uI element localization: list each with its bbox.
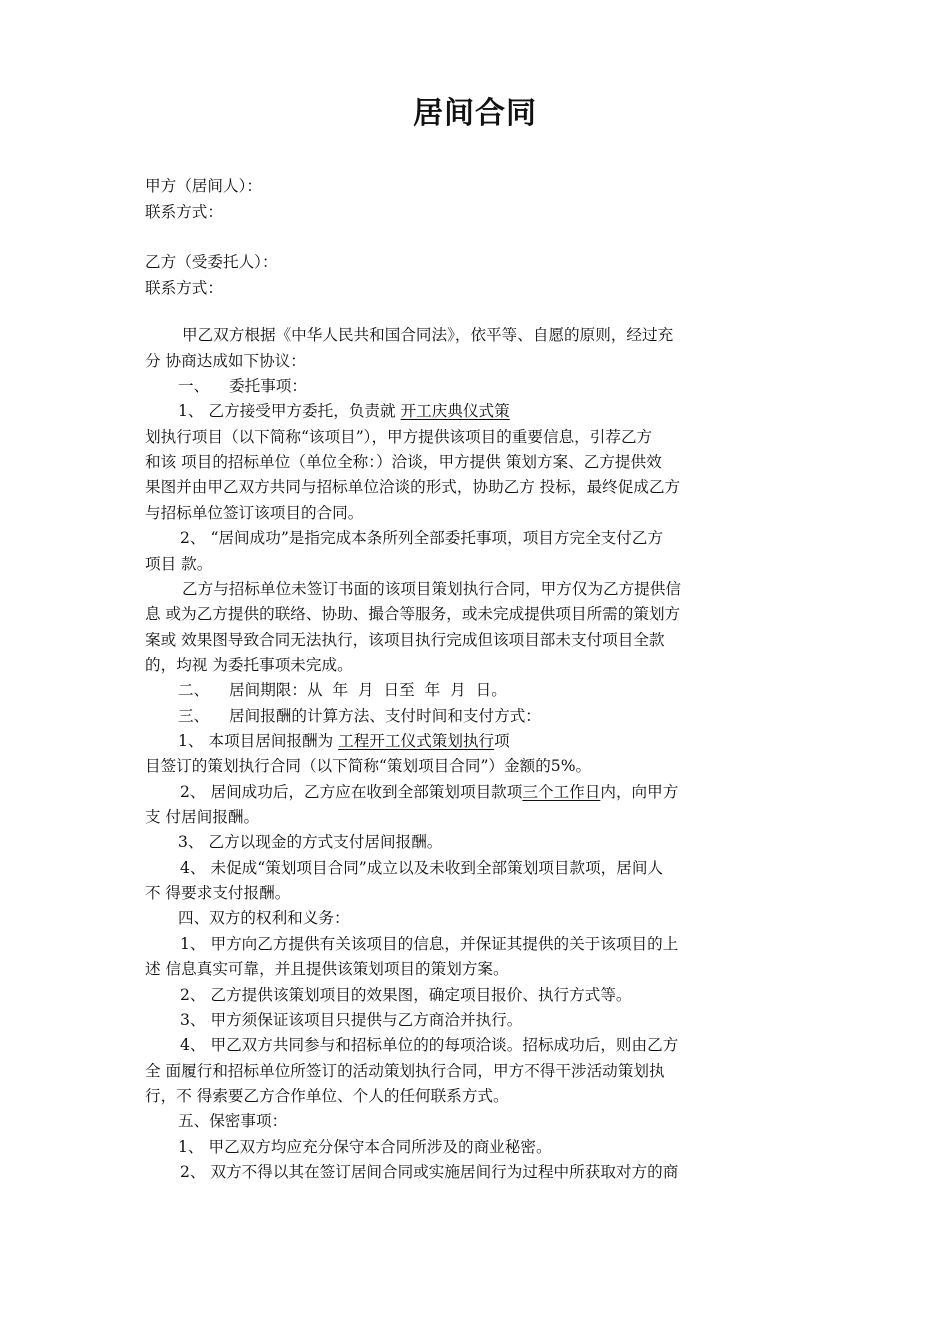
- party-a-contact: 联系方式：: [145, 203, 223, 221]
- body-line: [178, 1108, 287, 1134]
- body-line: [180, 1032, 678, 1058]
- body-line: [180, 779, 678, 805]
- body-line: [180, 982, 632, 1008]
- line-text: 4、 甲乙双方共同参与和招标单位的的每项洽谈。招标成功后，则由乙方: [180, 1036, 679, 1054]
- line-text: 五、保密事项：: [178, 1112, 288, 1130]
- line-text: 项目 款。: [145, 555, 213, 573]
- line-text: 案或 效果图导致合同无法执行，该项目执行完成但该项目部未支付项目全款: [145, 631, 665, 649]
- line-text: 分 协商达成如下协议：: [145, 352, 306, 370]
- line-text: 和该 项目的招标单位（单位全称：）洽谈，甲方提供 策划方案、乙方提供效: [145, 453, 662, 471]
- body-line: [145, 956, 509, 982]
- line-text: 2、 居间成功后，乙方应在收到全部策划项目款项: [180, 783, 523, 801]
- line-text: 果图并由甲乙双方共同与招标单位洽谈的形式，协助乙方 投标，最终促成乙方: [145, 478, 681, 496]
- line-text: 1、 甲乙双方均应充分保守本合同所涉及的商业秘密。: [178, 1138, 552, 1156]
- body-line: [178, 703, 541, 729]
- line-text: 划执行项目（以下简称“该项目”），甲方提供该项目的重要信息，引荐乙方: [145, 428, 653, 446]
- body-line: [145, 880, 290, 906]
- body-line: [182, 576, 681, 602]
- underlined-fill-in: 开工庆典仪式策: [400, 402, 510, 420]
- body-line: [145, 601, 680, 627]
- body-line: [178, 677, 507, 703]
- line-text: 3、 甲方须保证该项目只提供与乙方商洽并执行。: [180, 1011, 523, 1029]
- line-text: 1、 本项目居间报酬为: [178, 732, 339, 750]
- line-text: 目签订的策划执行合同（以下简称“策划项目合同”）金额的5%。: [145, 757, 592, 775]
- body-line: [145, 500, 363, 526]
- body-line: [180, 1007, 522, 1033]
- body-line: [145, 753, 591, 779]
- body-line: [145, 348, 306, 374]
- line-text: 全 面履行和招标单位所签订的活动策划执行合同，甲方不得干涉活动策划执: [145, 1062, 665, 1080]
- line-text: 1、 甲方向乙方提供有关该项目的信息，并保证其提供的关于该项目的上: [180, 935, 679, 953]
- body-line: [178, 728, 510, 754]
- line-text: 的，均视 为委托事项未完成。: [145, 656, 353, 674]
- body-line: [180, 1159, 678, 1185]
- body-line: [178, 398, 510, 424]
- line-text: 二、 居间期限：从 年 月 日至 年 月 日。: [178, 681, 507, 699]
- underlined-fill-in: 工程开工仪式策划执行: [338, 732, 495, 750]
- body-line: [145, 551, 212, 577]
- line-text: 息 或为乙方提供的联络、协助、撮合等服务，或未完成提供项目所需的策划方: [145, 605, 681, 623]
- body-line: [178, 829, 442, 855]
- body-line: [180, 855, 663, 881]
- line-text: 项: [494, 732, 510, 750]
- line-text: 述 信息真实可靠，并且提供该策划项目的策划方案。: [145, 960, 509, 978]
- body-line: [145, 424, 652, 450]
- party-a-label: 甲方（居间人）：: [145, 177, 262, 195]
- line-text: 支 付居间报酬。: [145, 808, 260, 826]
- body-line: [145, 652, 353, 678]
- body-line: [145, 449, 662, 475]
- party-b-contact: 联系方式：: [145, 279, 223, 297]
- body-line: [182, 322, 673, 348]
- line-text: 乙方与招标单位未签订书面的该项目策划执行合同，甲方仅为乙方提供信: [182, 580, 682, 598]
- body-line: [180, 525, 663, 551]
- line-text: 与招标单位签订该项目的合同。: [145, 504, 364, 522]
- document-title: 居间合同: [413, 96, 537, 131]
- underlined-fill-in: 三个工作日: [522, 783, 601, 801]
- line-text: 不 得要求支付报酬。: [145, 884, 291, 902]
- body-line: [145, 1058, 665, 1084]
- line-text: 1、 乙方接受甲方委托，负责就: [178, 402, 401, 420]
- line-text: 甲乙双方根据《中华人民共和国合同法》，依平等、自愿的原则，经过充: [182, 326, 674, 344]
- line-text: 2、 “居间成功”是指完成本条所列全部委托事项，项目方完全支付乙方: [180, 529, 664, 547]
- line-text: 行，不 得索要乙方合作单位、个人的任何联系方式。: [145, 1087, 509, 1105]
- line-text: 三、 居间报酬的计算方法、支付时间和支付方式：: [178, 707, 541, 725]
- body-line: [145, 474, 680, 500]
- line-text: 2、 乙方提供该策划项目的效果图，确定项目报价、执行方式等。: [180, 986, 632, 1004]
- body-line: [145, 627, 665, 653]
- line-text: 2、 双方不得以其在签订居间合同或实施居间行为过程中所获取对方的商: [180, 1163, 679, 1181]
- body-line: [145, 804, 259, 830]
- body-line: [178, 373, 307, 399]
- line-text: 4、 未促成“策划项目合同”成立以及未收到全部策划项目款项，居间人: [180, 859, 664, 877]
- party-b-label: 乙方（受委托人）：: [145, 253, 278, 271]
- line-text: 四、双方的权利和义务：: [178, 909, 350, 927]
- body-line: [145, 1083, 509, 1109]
- line-text: 一、 委托事项：: [178, 377, 307, 395]
- line-text: 内，向甲方: [600, 783, 679, 801]
- line-text: 3、 乙方以现金的方式支付居间报酬。: [178, 833, 443, 851]
- body-line: [178, 905, 350, 931]
- body-line: [178, 1134, 552, 1160]
- body-line: [180, 931, 678, 957]
